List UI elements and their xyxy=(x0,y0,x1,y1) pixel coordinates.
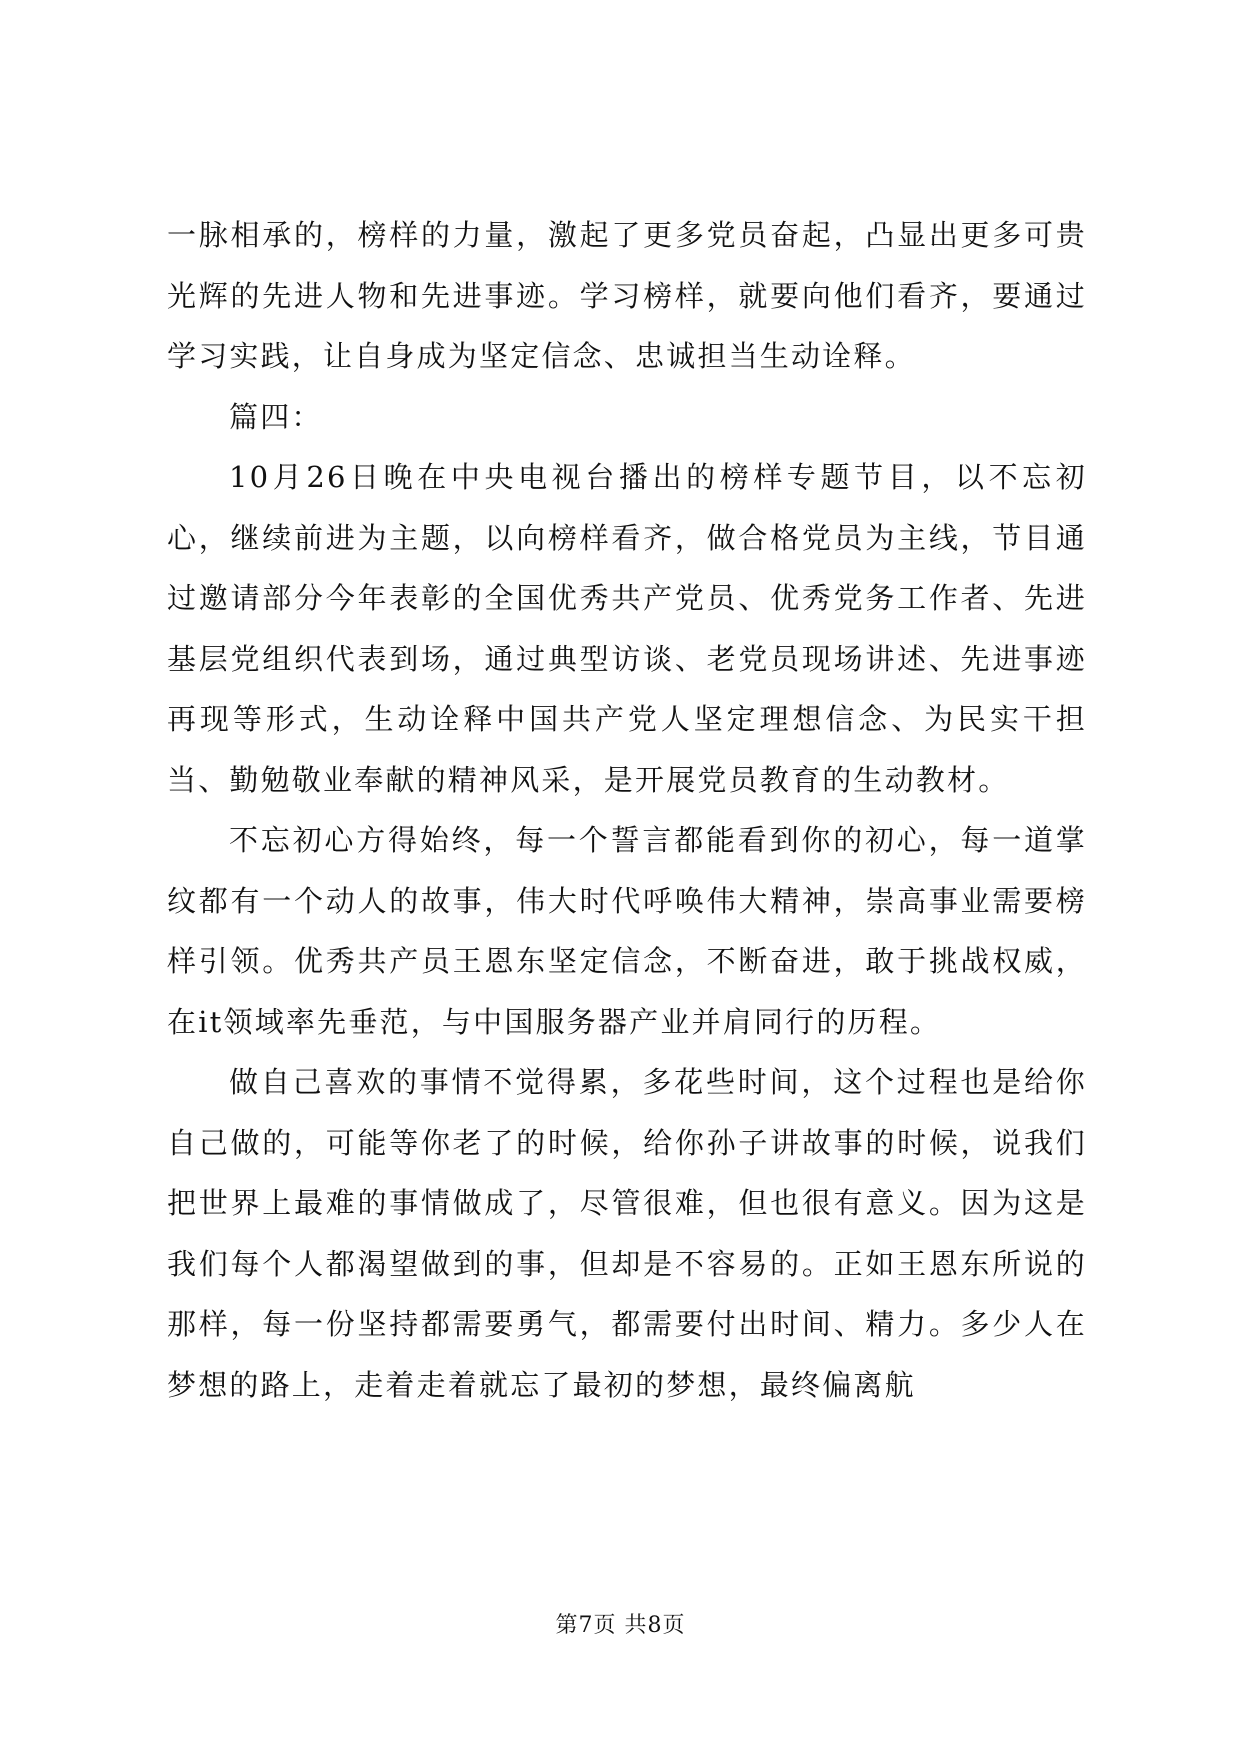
page-footer: 第7页 共8页 xyxy=(555,1613,686,1638)
paragraph-original-aspiration: 不忘初心方得始终，每一个誓言都能看到你的初心，每一道掌纹都有一个动人的故事，伟大时代呼唤伟大精神，崇高事业需要榜样引领。优秀共产员王恩东坚定信念，不断奋进，敢于挑战权威，在it领域率先垂范，与中国服务器产业并肩同行的历程。 xyxy=(167,823,1087,1039)
paragraph-persistence: 做自己喜欢的事情不觉得累，多花些时间，这个过程也是给你自己做的，可能等你老了的时候，给你孙子讲故事的时候，说我们把世界上最难的事情做成了，尽管很难，但也很有意义。因为这是我们每个人都渴望做到的事，但却是不容易的。正如王恩东所说的那样，每一份坚持都需要勇气，都需要付出时间、精力。多少人在梦想的路上，走着走着就忘了最初的梦想，最终偏离航 xyxy=(167,1065,1087,1402)
section-heading: 篇四： xyxy=(229,399,323,434)
document-body xyxy=(167,205,1087,1415)
paragraph-continuation: 一脉相承的，榜样的力量，激起了更多党员奋起，凸显出更多可贵光辉的先进人物和先进事迹。学习榜样，就要向他们看齐，要通过学习实践，让自身成为坚定信念、忠诚担当生动诠释。 xyxy=(167,218,1087,373)
paragraph-program-intro: 10月26日晚在中央电视台播出的榜样专题节目，以不忘初心，继续前进为主题，以向榜样看齐，做合格党员为主线，节目通过邀请部分今年表彰的全国优秀共产党员、优秀党务工作者、先进基层党组织代表到场，通过典型访谈、老党员现场讲述、先进事迹再现等形式，生动诠释中国共产党人坚定理想信念、为民实干担当、勤勉敬业奉献的精神风采，是开展党员教育的生动教材。 xyxy=(167,460,1087,797)
